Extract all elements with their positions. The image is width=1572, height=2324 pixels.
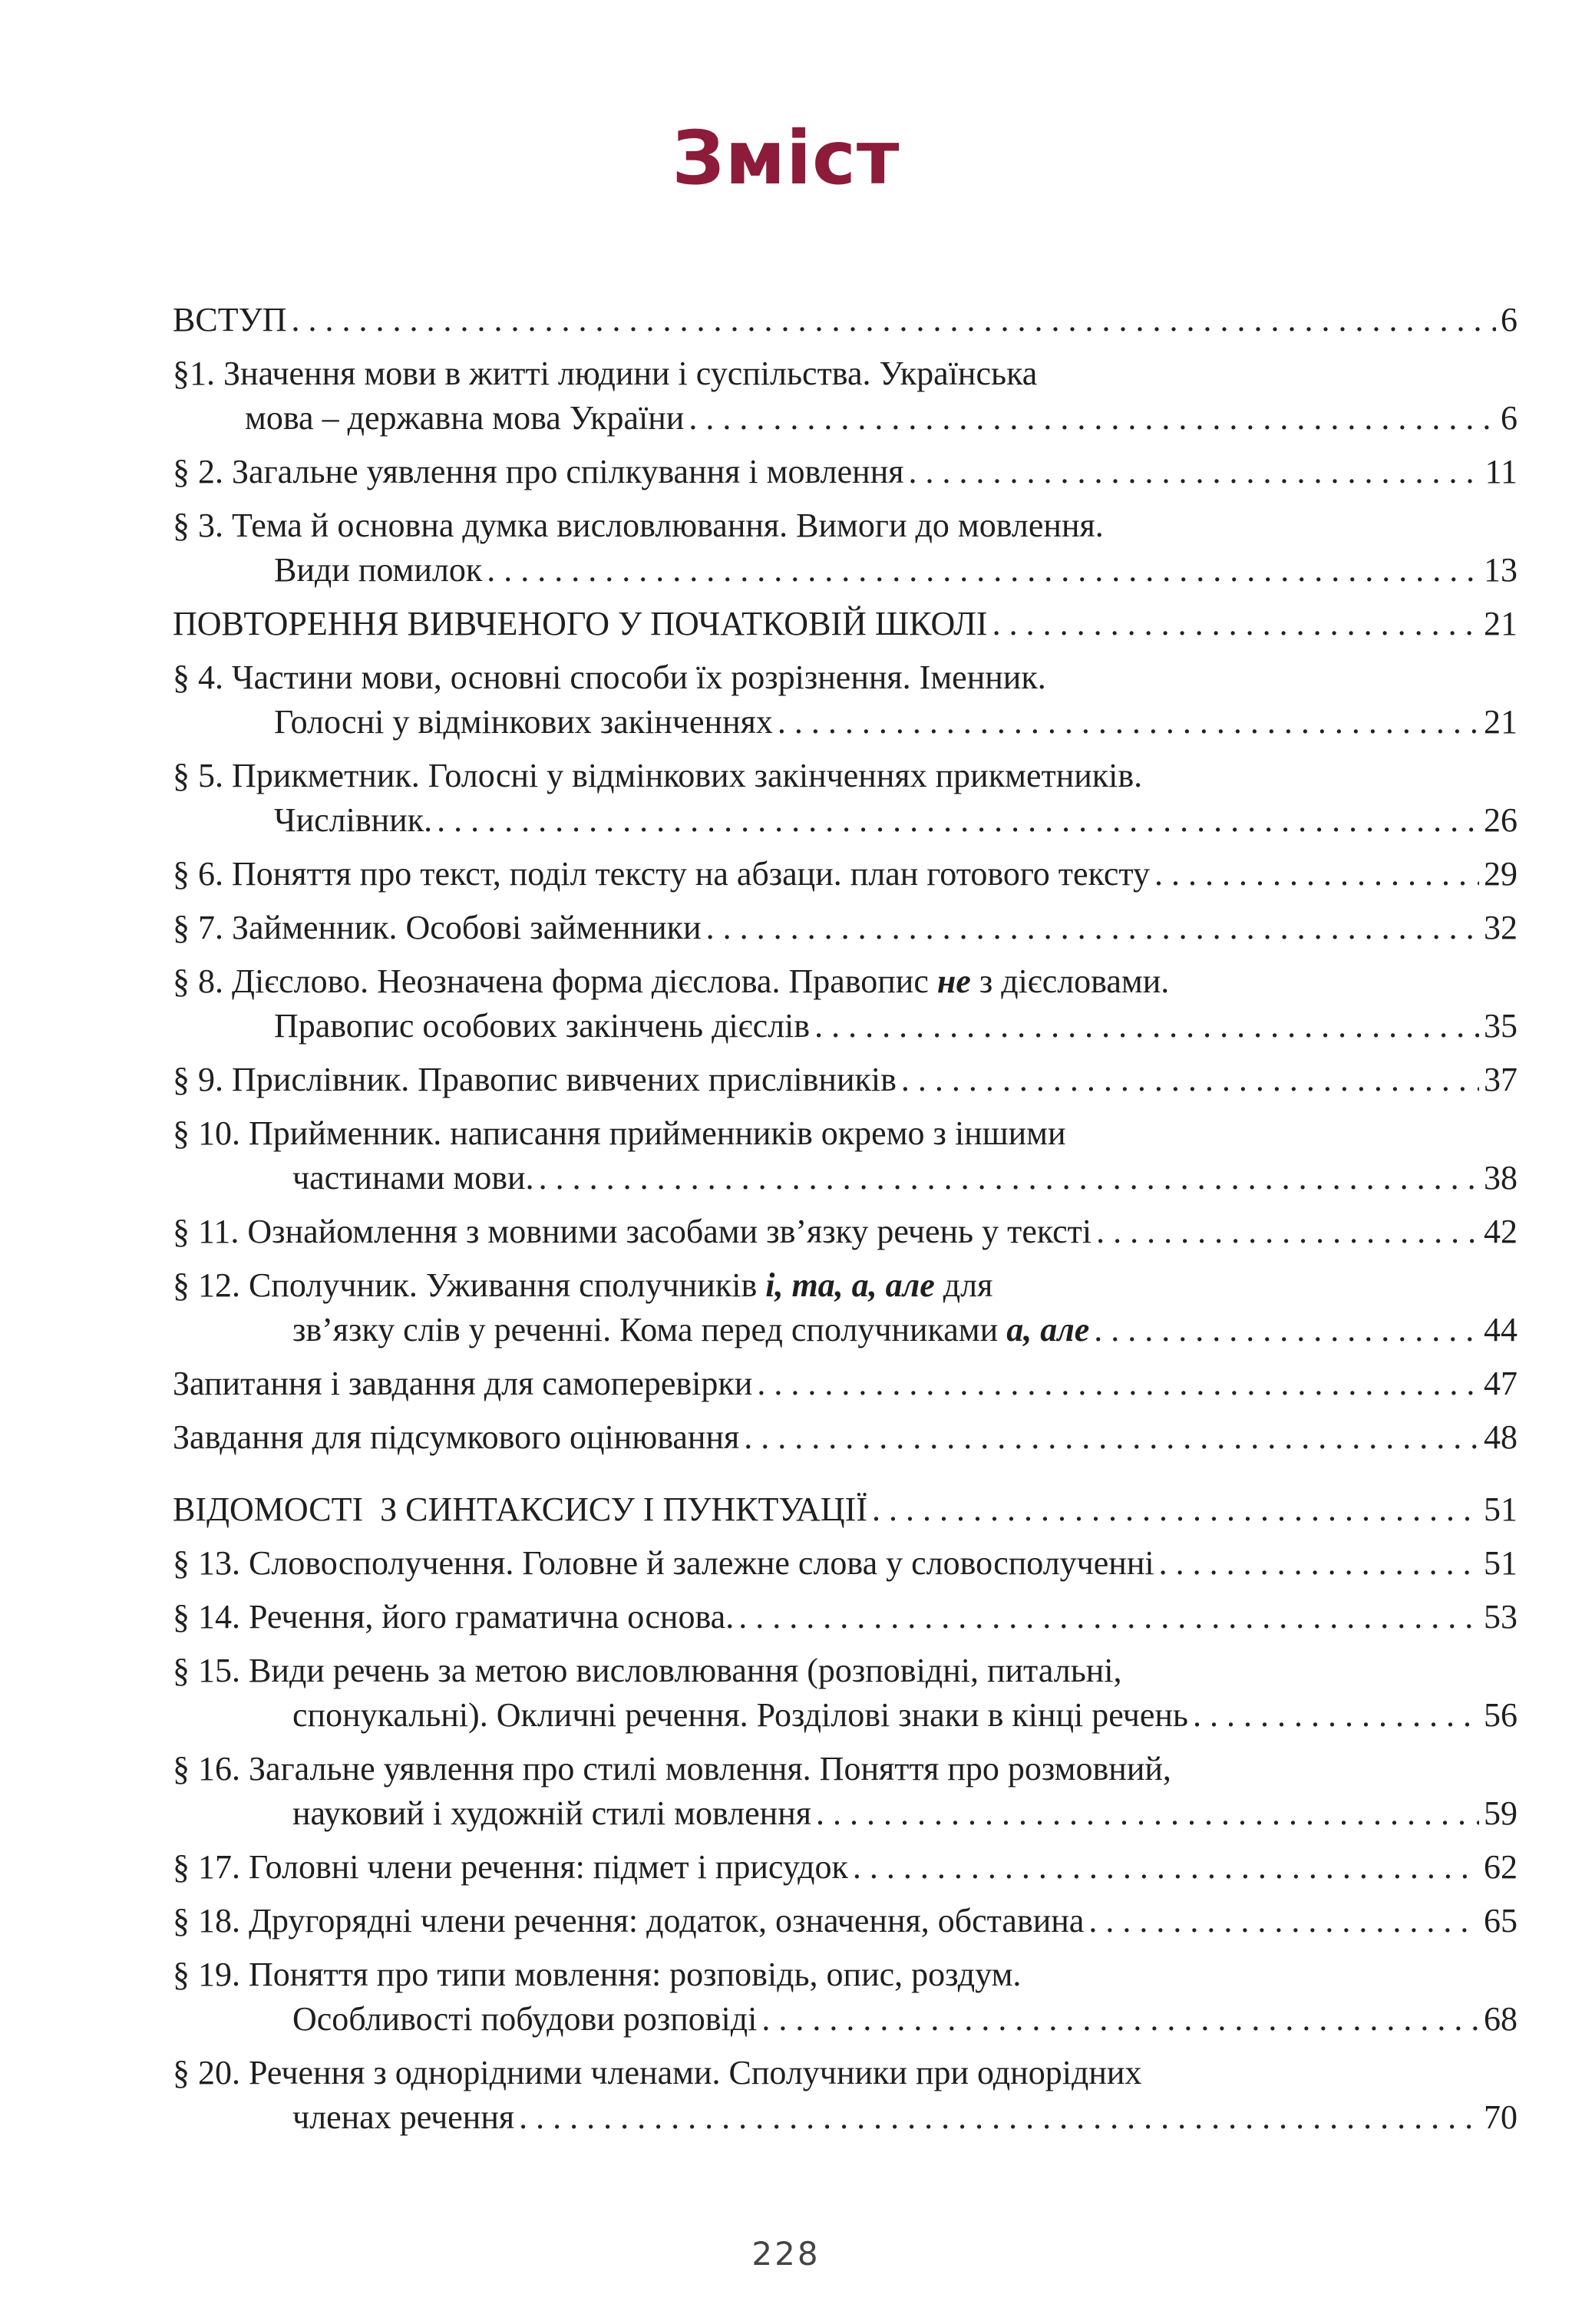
- dot-leader: [853, 1845, 1479, 1890]
- toc-text: § 8. Дієслово. Неозначена форма дієслова. Правопис: [173, 962, 937, 1000]
- dot-leader: [757, 1362, 1479, 1406]
- toc-entry-title: §1. Значення мови в житті людини і суспільства. Українська: [173, 355, 1038, 392]
- toc-page-number: 56: [1484, 1696, 1518, 1734]
- dot-leader: [1193, 1693, 1479, 1738]
- toc-entry-title: § 13. Словосполучення. Головне й залежне слова у словосполученні: [173, 1544, 1154, 1582]
- dot-leader: [1159, 1541, 1479, 1586]
- toc-entry[interactable]: [173, 1845, 1518, 1890]
- toc-page-number: 21: [1484, 703, 1518, 741]
- toc-entry-title: § 20. Речення з однорідними членами. Сполучники при однорідних: [173, 2054, 1142, 2091]
- toc-page-number: 59: [1484, 1794, 1518, 1832]
- toc-text: з дієсловами.: [970, 962, 1170, 1000]
- toc-page-number: 32: [1484, 909, 1518, 946]
- dot-leader: [706, 906, 1479, 950]
- toc-entry[interactable]: [173, 1953, 1518, 2042]
- dot-leader: [437, 798, 1479, 843]
- toc-emphasis: не: [936, 962, 971, 1000]
- toc-entry-title: § 7. Займенник. Особові займенники: [173, 909, 702, 946]
- toc-entry[interactable]: [173, 906, 1518, 950]
- toc-entry[interactable]: [173, 1899, 1518, 1943]
- toc-emphasis: і, та, а, але: [765, 1266, 935, 1304]
- toc-text: § 12. Сполучник. Уживання сполучників: [173, 1266, 766, 1304]
- toc-entry-title: Завдання для підсумкового оцінювання: [173, 1418, 740, 1456]
- dot-leader: [761, 1997, 1479, 2042]
- toc-entry-title: § 19. Поняття про типи мовлення: розповідь, опис, роздум.: [173, 1956, 1022, 1993]
- toc-entry-title: ВІДОМОСТІ З СИНТАКСИСУ І ПУНКТУАЦІЇ: [173, 1490, 867, 1528]
- toc-entry-title-cont: спонукальні). Окличні речення. Розділові знаки в кінці речень: [292, 1696, 1188, 1734]
- toc-entry[interactable]: [173, 1649, 1518, 1738]
- toc-entry-title-cont: Особливості побудови розповіді: [292, 2000, 758, 2038]
- toc-page-number: 6: [1501, 301, 1518, 338]
- toc-entry-title: § 9. Прислівник. Правопис вивчених прислівників: [173, 1061, 897, 1098]
- toc-page-number: 65: [1484, 1902, 1518, 1939]
- dot-leader: [992, 602, 1479, 646]
- dot-leader: [519, 2095, 1479, 2140]
- toc-entry-title: § 11. Ознайомлення з мовними засобами зв’язку речень у тексті: [173, 1213, 1092, 1250]
- toc-entry-title: § 16. Загальне уявлення про стилі мовлення. Поняття про розмовний,: [173, 1750, 1171, 1788]
- dot-leader: [901, 1058, 1479, 1102]
- dot-leader: [872, 1487, 1479, 1532]
- toc-entry-title: [173, 959, 1518, 1004]
- toc-entry[interactable]: [173, 1111, 1518, 1200]
- toc-page-number: 51: [1484, 1544, 1518, 1582]
- toc-page-number: 37: [1484, 1061, 1518, 1098]
- toc-entry-title: § 17. Головні члени речення: підмет і присудок: [173, 1848, 848, 1886]
- toc-entry-title-cont: [292, 1308, 1089, 1352]
- toc-entry-title: § 2. Загальне уявлення про спілкування і мовлення: [173, 453, 904, 490]
- toc-page-number: 48: [1484, 1418, 1518, 1456]
- dot-leader: [814, 1004, 1479, 1048]
- toc-entry-title-cont: Голосні у відмінкових закінченнях: [274, 703, 773, 741]
- toc-entry-title-cont: Види помилок: [274, 551, 483, 589]
- toc-emphasis: а, але: [1006, 1311, 1090, 1349]
- toc-entry[interactable]: [173, 754, 1518, 843]
- toc-entry-title: § 14. Речення, його граматична основа.: [173, 1598, 735, 1636]
- dot-leader: [778, 700, 1479, 744]
- toc-entry[interactable]: [173, 1541, 1518, 1586]
- toc-entry-title-cont: Числівник.: [274, 801, 433, 839]
- dot-leader: [487, 548, 1479, 593]
- toc-entry-title: § 18. Другорядні члени речення: додаток, означення, обставина: [173, 1902, 1085, 1939]
- toc-entry-title-cont: членах речення: [292, 2098, 515, 2136]
- toc-entry[interactable]: [173, 1210, 1518, 1254]
- toc-entry[interactable]: [173, 1058, 1518, 1102]
- toc-page-number: 26: [1484, 801, 1518, 839]
- dot-leader: [1154, 852, 1479, 896]
- toc-entry[interactable]: [173, 450, 1518, 494]
- page-number: 228: [751, 2235, 821, 2273]
- toc-page-number: 6: [1501, 399, 1518, 437]
- toc-page-number: 35: [1484, 1007, 1518, 1045]
- toc-entry-title: § 15. Види речень за метою висловлювання (розповідні, питальні,: [173, 1652, 1122, 1689]
- toc-page-number: 47: [1484, 1365, 1518, 1402]
- dot-leader: [1094, 1308, 1479, 1352]
- toc-entry[interactable]: [173, 1263, 1518, 1352]
- toc-entry-title-cont: науковий і художній стилі мовлення: [292, 1794, 811, 1832]
- toc-page-number: 70: [1484, 2098, 1518, 2136]
- dot-leader: [689, 396, 1496, 441]
- toc-entry-title: § 3. Тема й основна думка висловлювання. Вимоги до мовлення.: [173, 507, 1104, 544]
- toc-entry[interactable]: [173, 852, 1518, 896]
- toc-page-number: 21: [1484, 605, 1518, 642]
- toc-entry[interactable]: [173, 655, 1518, 744]
- toc-page-number: 68: [1484, 2000, 1518, 2038]
- toc-entry-title: § 5. Прикметник. Голосні у відмінкових закінченнях прикметників.: [173, 757, 1143, 794]
- toc-entry-title: § 6. Поняття про текст, поділ тексту на абзаци. план готового тексту: [173, 855, 1151, 893]
- dot-leader: [1088, 1899, 1479, 1943]
- toc-text: зв’язку слів у реченні. Кома перед сполучниками: [292, 1311, 1007, 1349]
- toc-entry[interactable]: [173, 1747, 1518, 1836]
- dot-leader: [539, 1156, 1479, 1200]
- toc-page-number: 42: [1484, 1213, 1518, 1250]
- dot-leader: [909, 450, 1481, 494]
- toc-entry[interactable]: [173, 298, 1518, 342]
- page-title: Зміст: [672, 115, 900, 201]
- dot-leader: [816, 1791, 1479, 1836]
- toc-entry[interactable]: [173, 503, 1518, 593]
- toc-page-number: 29: [1484, 855, 1518, 893]
- toc-entry[interactable]: [173, 352, 1518, 441]
- toc-entry-title-cont: Правопис особових закінчень дієслів: [274, 1007, 811, 1045]
- dot-leader: [738, 1595, 1479, 1639]
- toc-entry[interactable]: [173, 1415, 1518, 1460]
- toc-page-number: 51: [1484, 1490, 1518, 1528]
- toc-entry[interactable]: [173, 2051, 1518, 2140]
- toc-section-heading[interactable]: [173, 602, 1518, 646]
- toc-entry-title: Запитання і завдання для самоперевірки: [173, 1365, 753, 1402]
- toc-entry-title: § 4. Частини мови, основні способи їх розрізнення. Іменник.: [173, 659, 1046, 696]
- toc-entry-title: § 10. Прийменник. написання прийменників окремо з іншими: [173, 1114, 1066, 1152]
- toc-entry-title-cont: мова – державна мова України: [245, 399, 685, 437]
- toc-text: для: [934, 1266, 993, 1304]
- toc-section-heading[interactable]: [173, 1487, 1518, 1532]
- dot-leader: [1096, 1210, 1479, 1254]
- dot-leader: [744, 1415, 1479, 1460]
- toc-entry-title-cont: частинами мови.: [292, 1159, 534, 1197]
- toc-entry[interactable]: [173, 1362, 1518, 1406]
- toc-entry[interactable]: [173, 959, 1518, 1048]
- toc-entry-title: ПОВТОРЕННЯ ВИВЧЕНОГО У ПОЧАТКОВІЙ ШКОЛІ: [173, 605, 988, 642]
- toc-page-number: 53: [1484, 1598, 1518, 1636]
- toc-entry-title: ВСТУП: [173, 301, 287, 338]
- toc-entry-title: [173, 1263, 1518, 1308]
- toc-page-number: 13: [1484, 551, 1518, 589]
- toc-page-number: 62: [1484, 1848, 1518, 1886]
- toc-entry[interactable]: [173, 1595, 1518, 1639]
- dot-leader: [292, 298, 1497, 342]
- toc-page-number: 38: [1484, 1159, 1518, 1197]
- toc-page-number: 44: [1484, 1311, 1518, 1349]
- table-of-contents: [173, 298, 1518, 2149]
- toc-page-number: 11: [1484, 453, 1518, 490]
